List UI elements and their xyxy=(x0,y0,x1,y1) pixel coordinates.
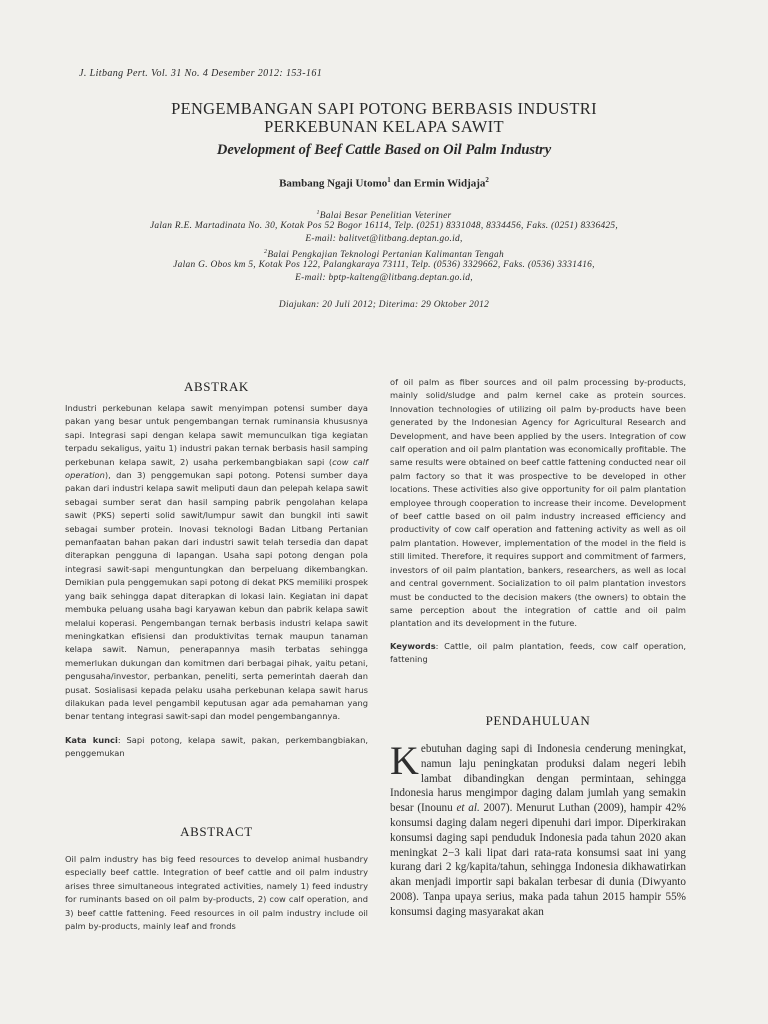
affiliation-1-sup: 1 xyxy=(316,210,320,216)
abstract-keywords-label: Keywords xyxy=(390,640,436,651)
drop-cap: K xyxy=(390,738,419,783)
pendahuluan-text-italic: et al. xyxy=(456,802,480,815)
abstract-body-right xyxy=(390,376,686,667)
affiliation-1-address: Jalan R.E. Martadinata No. 30, Kotak Pos 52 Bogor 16114, Telp. (0251) 8331048, 8334456, Faks. (0251) 8336425, xyxy=(149,221,619,231)
abstract-text-right: of oil palm as fiber sources and oil palm processing by-products, mainly solid/sludge and palm kernel cake as protein sources. Innovation technologies of utilizing oil palm by-products have been generated by the Indonesian Agency for Agricultural Research and Development, and have been applied by the users. Integration of cow calf operation and oil palm plantation was economically profitable. The same results were obtained on beef cattle fattening conducted near oil palm factory so that it was prospective to be developed in other locations. These activities also give opportunity for oil palm plantation employee through cooperation to increase their income. Development of beef cattle based on oil palm industry increased efficiency and productivity of cow calf operation and fattening activity as well as oil palm plantation. However, implementation of the model in the field is still limited. Therefore, it requires support and commitment of farmers, investors of oil palm plantation, bankers, researchers, as well as local and central government. Socialization to oil palm plantation investors must be conducted to the decision makers (the owners) to obtain the same perception about the integration of cattle and oil palm plantation and its development in the future. xyxy=(390,377,686,629)
affiliation-2-address: Jalan G. Obos km 5, Kotak Pos 122, Palangkaraya 73111, Telp. (0536) 3329662, Faks. (0536) 3331416, xyxy=(173,260,595,270)
pendahuluan-heading: PENDAHULUAN xyxy=(485,713,591,728)
pendahuluan-body xyxy=(390,738,687,920)
affiliation-2-email: E-mail: bptp-kalteng@litbang.deptan.go.id, xyxy=(295,273,473,283)
pendahuluan-text-b: 2007). Menurut Luthan (2009), hampir 42% konsumsi daging dalam negeri dipenuhi dari impor. Diperkirakan konsumsi daging sapi penduduk Indonesia pada tahun 2020 akan meningkat 2−3 kali lipat dari rata-rata konsumsi saat ini yang kurang dari 2 kg/kapita/tahun, sehingga Indonesia dikhawatirkan akan menjadi importir sapi bakalan terbesar di dunia (Diwyanto 2008). Tanpa upaya serius, maka pada tahun 2015 hampir 55% konsumsi daging masyarakat akan xyxy=(390,802,687,918)
author-2-sup: 2 xyxy=(485,176,489,184)
abstract-keywords: : Cattle, oil palm plantation, feeds, cow calf operation, fattening xyxy=(390,640,686,665)
author-line xyxy=(0,176,768,190)
abstract-heading: ABSTRACT xyxy=(180,824,253,839)
abstrak-body xyxy=(65,402,368,761)
abstrak-keywords: : Sapi potong, kelapa sawit, pakan, perkembangbiakan, penggemukan xyxy=(65,734,368,759)
paper-title-english: Development of Beef Cattle Based on Oil Palm Industry xyxy=(216,142,552,158)
abstrak-text-italic: cow calf operation xyxy=(65,456,368,481)
affiliation-1-name-text: Balai Besar Penelitian Veteriner xyxy=(319,211,452,222)
abstract-body-left xyxy=(65,853,368,933)
paper-title-line2: PERKEBUNAN KELAPA SAWIT xyxy=(264,117,504,136)
abstrak-keywords-label: Kata kunci xyxy=(65,734,118,745)
author-1-sup: 1 xyxy=(387,176,391,184)
submission-dates: Diajukan: 20 Juli 2012; Diterima: 29 Oktober 2012 xyxy=(278,300,490,310)
abstrak-text-a: Industri perkebunan kelapa sawit menyimpan potensi sumber daya pakan yang besar untuk pengembangan ternak ruminansia khususnya sapi. Integrasi sapi dengan kelapa sawit memunculkan tiga kegiatan terpadu sekaligus, yaitu 1) industri pakan ternak berbasis hasil samping perkebunan kelapa sawit, 2) usaha perkembangbiakan sapi ( xyxy=(65,403,368,467)
abstrak-heading: ABSTRAK xyxy=(184,379,249,394)
running-header: J. Litbang Pert. Vol. 31 No. 4 Desember 2012: 153-161 xyxy=(79,68,323,79)
abstract-text-left: Oil palm industry has big feed resources to develop animal husbandry especially beef cattle. Integration of beef cattle and oil palm industry arises three simultaneous integrated activities, namely 1) feed industry for ruminants based on oil palm by-products, 2) cow calf operation, and 3) beef cattle fattening. Feed resources in oil palm industry include oil palm by-products, mainly leaf and fronds xyxy=(65,854,368,932)
author-2: Ermin Widjaja xyxy=(414,177,486,190)
abstrak-text-b: ), dan 3) penggemukan sapi potong. Potensi sumber daya pakan dari industri kelapa sawit meliputi daun dan pelepah kelapa sawit sebagai sumber serat dan hasil samping pabrik pengolahan kelapa sawit (PKS) seperti solid sawit/lumpur sawit dan bungkil inti sawit sebagai sumber protein. Inovasi teknologi Badan Litbang Pertanian pemanfaatan bahan pakan dari industri sawit telah tersedia dan dapat diterapkan pengguna di lapangan. Usaha sapi potong dengan pola integrasi sawit-sapi menguntungkan dan berpeluang dikembangkan. Demikian pula penggemukan sapi potong di dekat PKS memiliki prospek yang baik sehingga dapat diterapkan di lokasi lain. Kegiatan ini dapat membuka peluang usaha bagi karyawan kebun dan pabrik kelapa sawit melalui koperasi. Pengembangan ternak berbasis industri kelapa sawit meningkatkan efisiensi dan produktivitas ternak maupun tanaman kelapa sawit. Namun, penerapannya masih terbatas sehingga memerlukan dukungan dan komitmen dari berbagai pihak, yaitu petani, pengusaha/investor, perbankan, peneliti, serta pemerintah daerah dan pusat. Sosialisasi kepada pelaku usaha perkebunan kelapa sawit harus dilakukan pada level pengambil keputusan agar ada pemahaman yang benar tentang integrasi sawit-sapi dan model pengembangannya. xyxy=(65,470,368,722)
author-joiner: dan xyxy=(390,177,414,190)
paper-title-line1: PENGEMBANGAN SAPI POTONG BERBASIS INDUSTRI xyxy=(171,99,597,118)
affiliation-2-sup: 2 xyxy=(264,249,268,255)
affiliation-2-name-text: Balai Pengkajian Teknologi Pertanian Kalimantan Tengah xyxy=(267,250,504,261)
author-1: Bambang Ngaji Utomo xyxy=(279,177,388,190)
affiliation-1-email: E-mail: balitvet@litbang.deptan.go.id, xyxy=(305,234,463,244)
pendahuluan-text-a: ebutuhan daging sapi di Indonesia cenderung meningkat, namun laju peningkatan produksi dalam negeri lebih lambat dibandingkan dengan permintaan, sehingga Indonesia harus mengimpor daging dalam jumlah yang semakin besar (Inounu xyxy=(390,743,686,815)
